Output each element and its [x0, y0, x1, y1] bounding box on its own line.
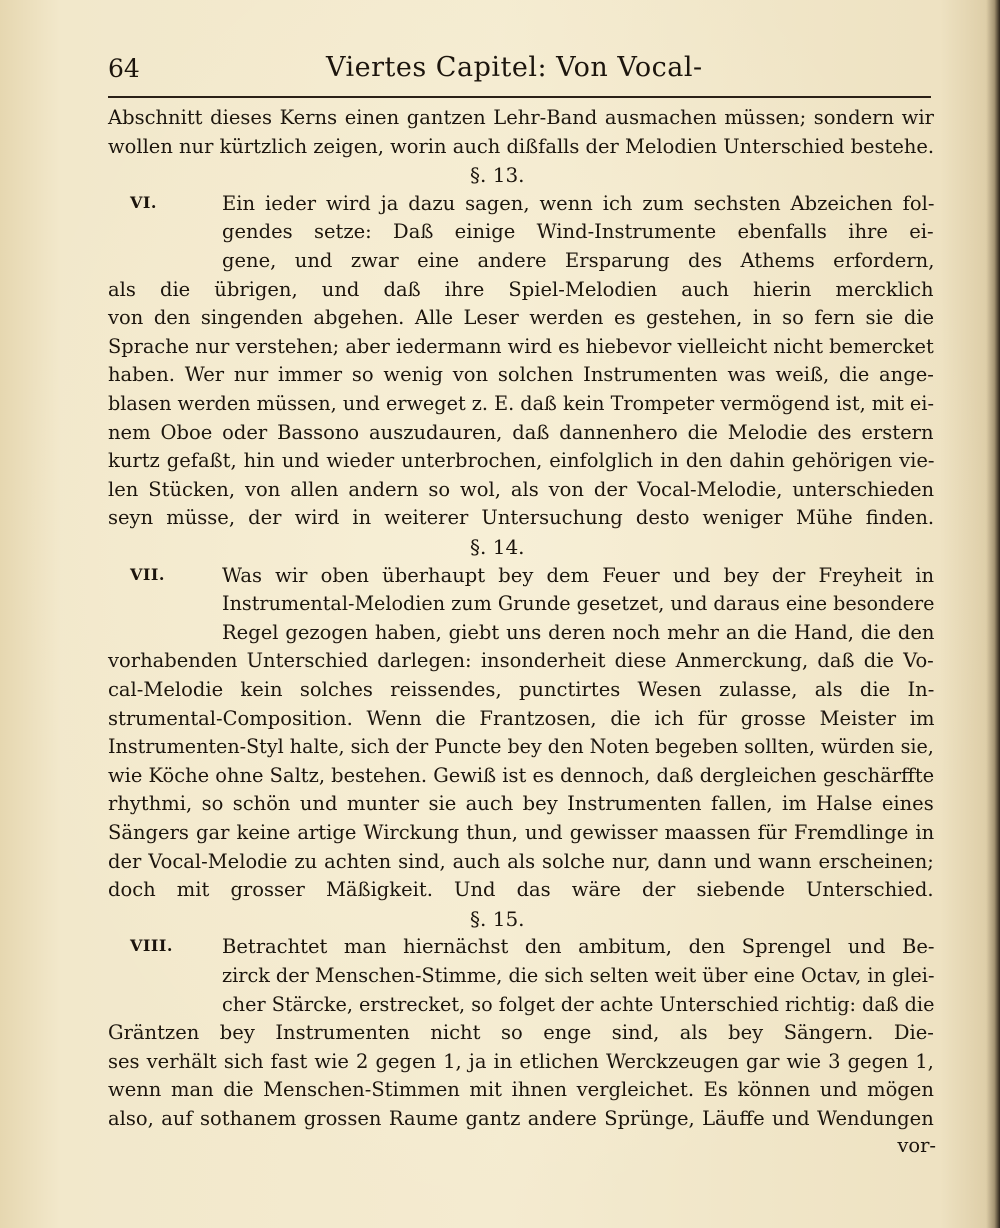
text-line: Abschnitt dieses Kerns einen gantzen Lehr-Band ausmachen müssen; sondern wir: [108, 106, 934, 129]
text-line: seyn müsse, der wird in weiterer Untersuchung desto weniger Mühe finden.: [108, 506, 935, 530]
marginal-roman-numeral: VIII.: [130, 936, 173, 956]
marginal-roman-numeral: VI.: [130, 192, 157, 212]
section-number: §. 15.: [470, 906, 525, 931]
running-head: Viertes Capitel: Von Vocal-: [326, 52, 703, 83]
text-line: ses verhält sich fast wie 2 gegen 1, ja in etlichen Werckzeugen gar wie 3 gegen 1,: [108, 1049, 934, 1073]
text-line: von den singenden abgehen. Alle Leser werden es gestehen, in so fern sie die: [108, 306, 935, 330]
text-line: len Stücken, von allen andern so wol, als von der Vocal-Melodie, unterschieden: [108, 477, 935, 501]
text-line: gendes setze: Daß einige Wind-Instrumente ebenfalls ihre ei-: [222, 220, 934, 244]
text-line: wollen nur kürtzlich zeigen, worin auch dißfalls der Melodien Unterschied bestehe.: [108, 134, 935, 158]
text-line: also, auf sothanem grossen Raume gantz andere Sprünge, Läuffe und Wendungen: [108, 1107, 934, 1130]
text-line: Was wir oben überhaupt bey dem Feuer und bey der Freyheit in: [222, 563, 935, 587]
text-line: wenn man die Menschen-Stimmen mit ihnen vergleichet. Es können und mögen: [108, 1078, 934, 1102]
text-line: vorhabenden Unterschied darlegen: insonderheit diese Anmerckung, daß die Vo-: [108, 649, 934, 673]
text-line: Ein ieder wird ja dazu sagen, wenn ich zum sechsten Abzeichen fol-: [222, 191, 935, 215]
text-line: doch mit grosser Mäßigkeit. Und das wäre der siebende Unterschied.: [108, 878, 934, 902]
catchword: vor-: [897, 1133, 936, 1157]
text-line: strumental-Composition. Wenn die Frantzosen, die ich für grosse Meister im: [108, 706, 935, 730]
text-line: haben. Wer nur immer so wenig von solchen Instrumenten was weiß, die ange-: [108, 363, 934, 387]
text-line: als die übrigen, und daß ihre Spiel-Melodien auch hierin mercklich: [108, 277, 934, 301]
text-line: Sprache nur verstehen; aber iedermann wird es hiebevor vielleicht nicht bemercket: [108, 334, 934, 358]
text-line: kurtz gefaßt, hin und wieder unterbrochen, einfolglich in den dahin gehörigen vie-: [108, 449, 935, 473]
text-line: der Vocal-Melodie zu achten sind, auch als solche nur, dann und wann erscheinen;: [108, 849, 934, 873]
text-line: Sängers gar keine artige Wirckung thun, und gewisser maassen für Fremdlinge in: [108, 821, 935, 844]
section-number: §. 14.: [470, 535, 525, 559]
text-line: zirck der Menschen-Stimme, die sich selten weit über eine Octav, in glei-: [222, 964, 935, 987]
text-line: cher Stärcke, erstrecket, so folget der achte Unterschied richtig: daß die: [222, 992, 935, 1016]
section-number: §. 13.: [470, 163, 525, 188]
marginal-roman-numeral: VII.: [130, 564, 165, 584]
page-edge-shadow: [986, 0, 1000, 1228]
text-line: Regel gezogen haben, giebt uns deren noch mehr an die Hand, die den: [222, 620, 935, 644]
text-line: blasen werden müssen, und erweget z. E. daß kein Trompeter vermögend ist, mit ei-: [108, 392, 934, 415]
text-line: nem Oboe oder Bassono auszudauren, daß dannenhero die Melodie des erstern: [108, 420, 934, 444]
text-line: Betrachtet man hiernächst den ambitum, den Sprengel und Be-: [222, 935, 935, 959]
text-line: Instrumental-Melodien zum Grunde gesetzet, und daraus eine besondere: [222, 592, 935, 616]
text-line: wie Köche ohne Saltz, bestehen. Gewiß ist es dennoch, daß dergleichen geschärffte: [108, 763, 935, 787]
page-header: [108, 44, 978, 90]
text-line: Instrumenten-Styl halte, sich der Puncte bey den Noten begeben sollten, würden sie,: [108, 735, 934, 759]
header-rule: [108, 96, 931, 98]
text-line: Gräntzen bey Instrumenten nicht so enge sind, als bey Sängern. Die-: [108, 1021, 934, 1045]
text-line: rhythmi, so schön und munter sie auch bey Instrumenten fallen, im Halse eines: [108, 792, 934, 816]
text-line: cal-Melodie kein solches reissendes, punctirtes Wesen zulasse, als die In-: [108, 678, 935, 701]
text-line: gene, und zwar eine andere Ersparung des Athems erfordern,: [222, 249, 935, 272]
page-number: 64: [108, 54, 140, 83]
